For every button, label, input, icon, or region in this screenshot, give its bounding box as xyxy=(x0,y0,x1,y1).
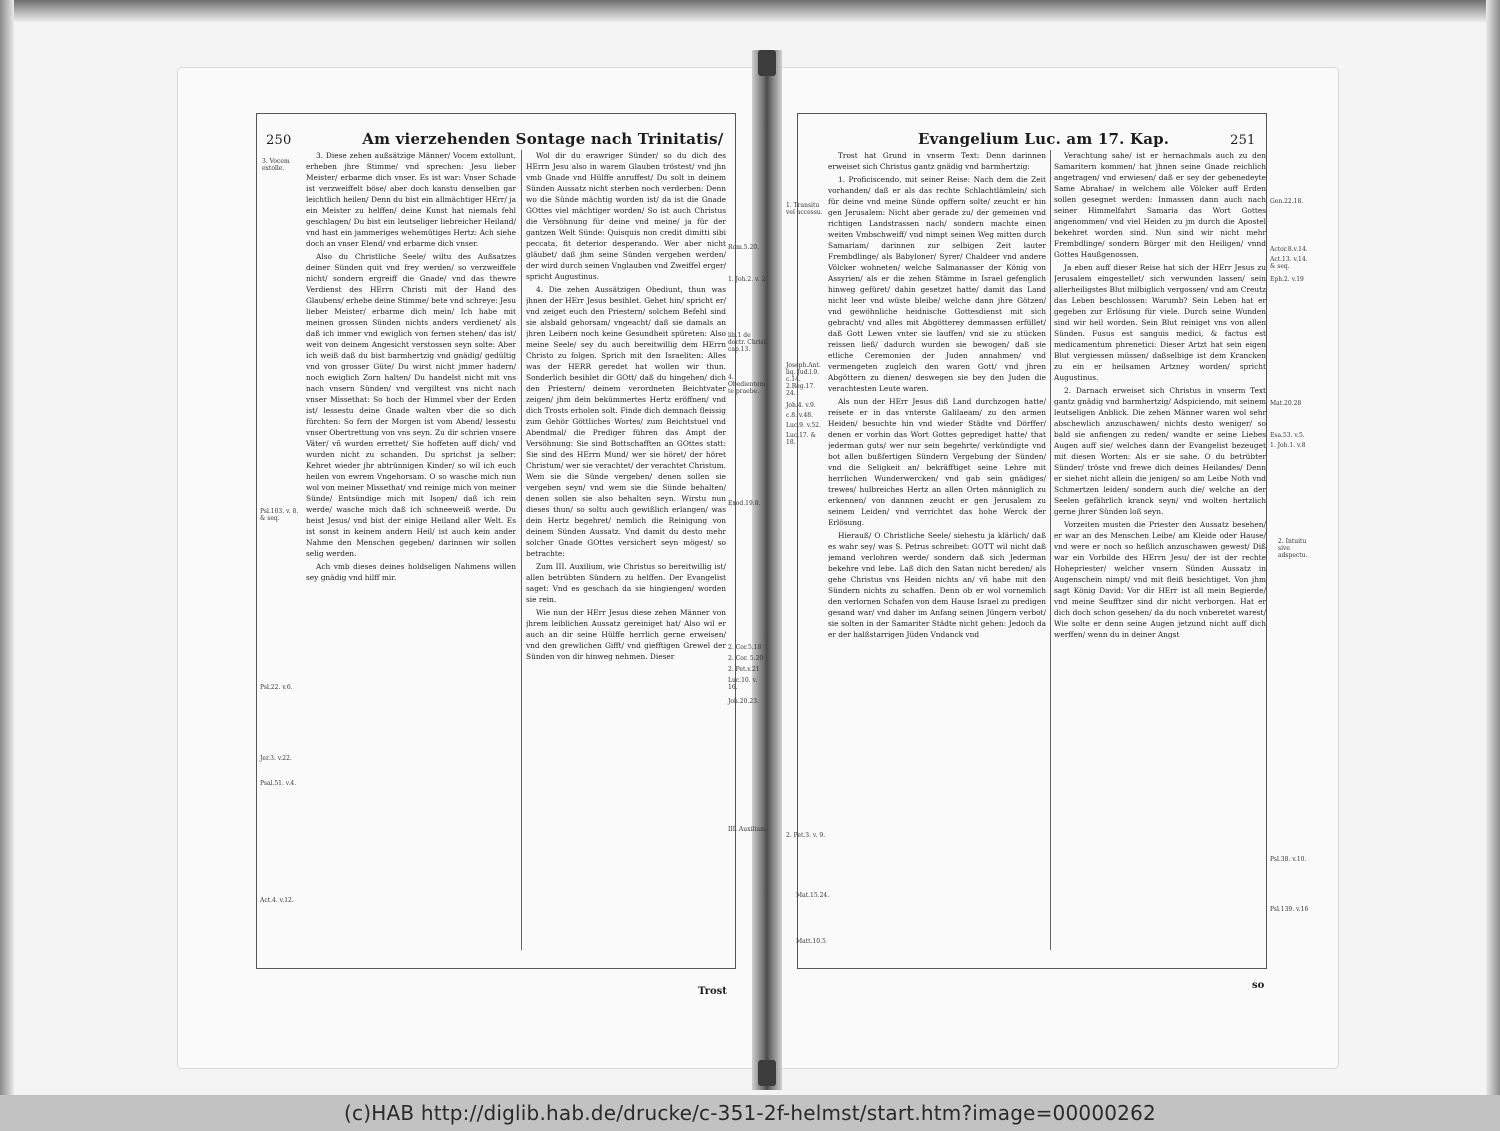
right-page-number: 251 xyxy=(1230,133,1256,148)
source-caption: (c)HAB http://diglib.hab.de/drucke/c-351-2f-helmst/start.htm?image=00000262 xyxy=(344,1101,1156,1125)
margin-note: III. Auxilium. xyxy=(728,826,768,833)
margin-note: 2. Pet.v.21 xyxy=(728,666,760,673)
right-catchword: so xyxy=(1252,980,1265,991)
margin-note: Luc.10. v. 16. xyxy=(728,677,758,691)
margin-note: Rom.5.20. xyxy=(728,244,759,251)
scan-top-edge xyxy=(0,0,1500,22)
margin-note: 1. Transitu vel accessu. xyxy=(786,202,823,216)
scan-left-edge xyxy=(0,0,14,1095)
column-divider xyxy=(521,150,522,950)
paragraph: Verachtung sahe/ ist er hernachmals auch zu den Samaritern kommen/ hat jhnen seine Gnade reichlich angetragen/ vnd erwiesen/ daß er sey der gebenedeyte Same Abrahae/ in welchem alle Völcker auff Erden sollen gesegnet werden: Inmassen dann auch nach seiner Himmelfahrt Samaria das Wort Gottes angenommen/ vnd viel Heiden zu jm durch die Apostel bekehret worden sind. Nun sind wir nicht mehr Frembdlinge/ sondern Bürger mit den Heiligen/ vnnd Gottes Haußgenossen. xyxy=(1054,151,1266,259)
source-caption-bar xyxy=(0,1095,1500,1131)
margin-note: 1. Joh.1. v.8 xyxy=(1270,442,1306,449)
margin-note: 2. Intuitu sive adspectu. xyxy=(1278,538,1308,559)
margin-note: Matt.10.5 xyxy=(796,938,826,945)
margin-note: Esa.53. v.5. xyxy=(1270,432,1305,439)
paragraph: 1. Proficiscendo, mit seiner Reise: Nach dem die Zeit vorhanden/ daß er als das rechte Schlachtlämlein/ sich für deine vnd meine Sünde opffern solte/ zeucht er hin gen Jerusalem: Nicht aber gerade zu/ der gemeinen vnd richtigen Landstrassen nach/ sondern machte einen weiten Vmbschweiff/ vnd nimpt seinen Weg mitten durch Samariam/ darinnen zur selbigen Zeit lauter Frembdlinge/ als Babyloner/ Syrer/ Chaldeer vnd andere Völcker wohneten/ welche Salmanasser der König von Assyrien/ als er die zehen Stämme in Israel gefenglich hinweg gefüret/ dahin gesetzet hatte/ damit das Land nicht leer vnd wüste bleibe/ welche dann jhre Götzen/ vnd gewöhnliche heidnische Gottesdienst mit sich gebracht/ vnd alles mit Abgötterey demmassen erfüllet/ daß Gott Lewen vnter sie lauffen/ vnd sie zu stücken reissen ließ/ dadurch wurden sie bewogen/ daß sie etliche Ceremonien der Juden annahmen/ vnd vermengeten zugleich den waren Gott/ vnd jhren Abgöttern zu dienen/ deswegen sie bey den Juden die verachtesten Leute waren. xyxy=(828,175,1046,393)
paragraph: Wie nun der HErr Jesus diese zehen Männer von jhrem leiblichen Aussatz gereiniget hat/ Also wil er auch an dir seine Hülffe herrlich gerne erweisen/ vnd den grewlichen Gifft/ vnd giefftigen Grewel der Sünden von dir hinweg nehmen. Dieser xyxy=(526,608,726,661)
margin-note: 2. Cor. 5.20 xyxy=(728,655,764,662)
margin-note: Psl.103. v. 8. & seq. xyxy=(260,508,299,522)
paragraph: Als nun der HErr Jesus diß Land durchzogen hatte/ reisete er in das vnterste Galilaeam/ zu den armen Heiden/ besuchte hin vnd wieder Städte vnd Dörffer/ denen er vorhin das Wort Gottes geprediget hatte/ that jederman guts/ wer nur sein begehrte/ verkündigte vnd bot allen bußfertigen Sündern Vergebung der Sünden/ vnd die Seligkeit an/ bekräfftiget seine Lehre mit herrlichen Wunderwercken/ vnd gab sein gnädiges/ trewes/ hulbreiches Hertz an allen Orten männiglich zu erkennen/ von dannnen zeucht er gen Jerusalem zu seinem Leiden/ vnd verrichtet das hohe Werck der Erlösung. xyxy=(828,397,1046,527)
scan-right-edge xyxy=(1486,0,1500,1095)
paragraph: Trost hat Grund in vnserm Text: Denn darinnen erweiset sich Christus gantz gnädig vnd barmhertzig: xyxy=(828,151,1046,171)
paragraph: Ach vmb dieses deines holdseligen Nahmens willen sey gnädig vnd hilff mir. xyxy=(306,562,516,582)
binding-band xyxy=(758,1060,776,1086)
margin-note: 4. Obedientem te praebe. xyxy=(728,374,766,395)
margin-note: Actor.8.v.14. xyxy=(1270,246,1308,253)
left-page-number: 250 xyxy=(266,133,292,148)
column-divider xyxy=(1050,150,1051,950)
paragraph: Zum III. Auxilium, wie Christus so bereitwillig ist/ allen betrübten Sündern zu helffen. Der Evangelist saget: Vnd es geschach da sie hingiengen/ worden sie rein. xyxy=(526,562,726,604)
margin-note: Mat.15.24. xyxy=(796,892,830,899)
book-spread xyxy=(178,50,1338,1090)
margin-note: Eph.2. v.19 xyxy=(1270,276,1304,283)
margin-note: lib.1 de doctr. Christ. cap.13. xyxy=(728,332,768,353)
margin-note: Act.13. v.14. & seq. xyxy=(1270,256,1308,270)
margin-note: 3. Vocem extolle. xyxy=(262,158,290,172)
margin-note: 1. Joh.2. v. 2. xyxy=(728,276,768,283)
right-header-title: Evangelium Luc. am 17. Kap. xyxy=(918,130,1170,148)
margin-note: Psal.51. v.4. xyxy=(260,780,297,787)
margin-note: Psl.22. v.6. xyxy=(260,684,293,691)
left-catchword: Trost xyxy=(698,986,727,997)
right-running-header xyxy=(918,130,1258,148)
margin-note: Psl.38. v.10. xyxy=(1270,856,1307,863)
left-column-2 xyxy=(526,150,726,956)
left-column-1 xyxy=(306,150,516,956)
paragraph: Also du Christliche Seele/ wiltu des Außsatzes deiner Sünden quit vnd frey werden/ so verzweiffele nicht/ sondern ergreiff die Gnade/ vnd das thewre Verdienst des HErrn Christi mit der Hand des Glaubens/ erhebe deine Stimme/ bete vnd schreye: Jesu lieber Meister/ erbarme dich mein/ Ich habe mit meinen grossen Sünden nichts anders verdienet/ als daß ich immer vnd ewiglich von fernen stehen/ das ist/ weit von deinem Angesicht verstossen seyn solte: Aber ich weiß daß du bist barmhertzig vnd gnädig/ gedültig vnd von grosser Güte/ Du wirst nicht jmmer hadern/ noch ewiglich Zorn halten/ Du handelst nicht mit vns nach vnsern Sünden/ vnd vergiltest vns nicht nach vnser Missethat: So hoch der Himmel vber der Erden ist/ lessestu deine Gnade walten vber die so dich fürchten: So fern der Morgen ist vom Abend/ lessestu vnser Obertrettung von vns seyn. Zu dir schrien vnsere Väter/ vñ wurden errettet/ Sie hoffeten auff dich/ vnd wurden nicht zu schanden. Du sprichst ja selber: Kehret wieder jhr abtrünnigen Kinder/ so wil ich euch heilen von ewrem Vngehorsam. O so wasche mich nun wol von meiner Missethat/ vnd reinige mich von meiner Sünde/ Entsündige mich mit Isopen/ daß ich rein werde/ wasche mich daß ich schneeweiß werde. Du heist Jesus/ vnd bist der einige Heiland aller Welt. Es ist sonst in keinem andern Heil/ ist auch kein ander Nahme den Menschen gegeben/ darinnen wir sollen selig werden. xyxy=(306,252,516,558)
margin-note: Luc.17. & 18. xyxy=(786,432,816,446)
paragraph: Wol dir du erawriger Sünder/ so du dich des HErrn Jesu also in warem Glauben tröstest/ vnd jhn vmb Gnade vnd Hülffe anruffest/ Du solt in deinem Sünden Aussatz nicht sterben noch verderben: Denn wo die Sünde mächtig worden ist/ da ist die Gnade GOttes viel mächtiger worden/ So ist auch Christus die Versöhnung für deine vnd meine/ ja für der gantzen Welt Sünde: Quisquis non credit dimitti sibi peccata, fit deterior desperando. Wer aber nicht gläubet/ daß jhm seine Sünden vergeben werden/ der wird durch seinen Vnglauben vnd Zweiffel erger/ spricht Augustinus. xyxy=(526,151,726,281)
margin-note: Exod.19.8. xyxy=(728,500,761,507)
paragraph: 4. Die zehen Aussätzigen Obediunt, thun was jhnen der HErr Jesus besihlet. Gehet hin/ spricht er/ vnd zeiget euch den Priestern/ solchem Befehl sind sie alsbald gehorsam/ vngeacht/ daß sie damals an jhren Leibern noch keine Gesundheit spüreten: Also meine Seele/ sey du auch bereitwillig dem HErrn Christo zu folgen. Sprich mit den Israeliten: Alles was der HERR geredet hat wollen wir thun. Sonderlich besihlet dir GOtt/ daß du hingehen/ dich den Priestern/ deinem verordneten Beichtvater zeigen/ jhm dein bekümmertes Hertz eröffnen/ vnd dich Trosts erholen solt. Finde dich demnach fleissig zum Gehör Göttliches Wortes/ zum Beichtstuel vnd Abendmal/ die Prediger führen das Ampt der Versöhnung: Sie sind Bottschafften an GOttes statt: Sie sind des HErrn Mund/ wer sie höret/ der höret Christum/ wer sie verachtet/ der verachtet Christum. Wem sie die Sünde vergeben/ denen sollen sie vergeben seyn/ vnd wem sie die Sünde behalten/ denen sollen sie also behalten seyn. Wirstu nun dieses thun/ so soltu auch gewißlich erlangen/ was dein Hertz begehret/ nemlich die Reinigung von deinem Sünden Aussatz. Vnd damit du desto mehr solcher Gnade GOttes versichert seyn mögest/ so betrachte: xyxy=(526,285,726,558)
margin-note: 2. Pet.3. v. 9. xyxy=(786,832,826,839)
paragraph: 2. Darnach erweiset sich Christus in vnserm Text gantz gnädig vnd barmhertzig/ Adspiciendo, mit seinem leutseligen Anblick. Die zehen Männer waren wol sehr abschewlich anzuschawen/ nichts desto weniger/ so bald sie anfiengen zu reden/ wandte er seine Liebes Augen auff sie/ welches dann der Evangelist bezeuget mit diesen Worten: Als er sie sahe. O du betrübter Sünder/ tröste vnd frewe dich deines Heilandes/ Denn er siehet nicht allein die jenigen/ so am Leibe Noth vnd Schmertzen leiden/ sondern auch die/ welche an der Seelen gefährlich kranck seyn/ vnd wolten hertzlich gerne jhrer Sünden loß seyn. xyxy=(1054,386,1266,516)
margin-note: Joh.4. v.9. xyxy=(786,402,816,409)
margin-note: Act.4. v.12. xyxy=(260,897,294,904)
paragraph: 3. Diese zehen außsätzige Männer/ Vocem extollunt, erheben jhre Stimme/ vnd sprechen: Jesu lieber Meister/ erbarme dich vnser. Es ist war: Vnser Schade ist verzweiffelt böse/ aber doch kanstu denselben gar leichtlich heilen/ Denn du bist ein allmächtiger HErr/ ja ein Meister zu helffen/ deine Kunst hat niemals fehl geschlagen/ Du bist ein leutseliger liebreicher Heiland/ vnd hast ein jammeriges wehemütiges Hertz: Ach siehe doch an vnser Elend/ vnd erbarme dich vnser. xyxy=(306,151,516,248)
margin-note: Jer.3. v.22. xyxy=(260,755,292,762)
paragraph: Hierauß/ O Christliche Seele/ siehestu ja klärlich/ daß es wahr sey/ was S. Petrus schreibet: GOTT wil nicht daß jemand verlohren werde/ sondern daß sich Jederman bekehre vnd lebe. Laß dich den Satan nicht bereden/ als gehe Christus vns Heiden nichts an/ vñ habe mit den Sündern nichts zu schaffen. Denn ob er wol vornemlich den verlornen Schafen von dem Hause Israel zu predigen gesand war/ vnd daher im Anfang seinen Jüngern verbot/ sie solten in der Samariter Städte nicht gehen: Jedoch da er der halßstarrigen Jüden Vndanck vnd xyxy=(828,531,1046,639)
book-gutter xyxy=(752,50,782,1090)
margin-note: 2. Cor.5.18 xyxy=(728,644,762,651)
margin-note: Luc.9. v.52. xyxy=(786,422,821,429)
margin-note: Joh.20.23. xyxy=(728,698,759,705)
binding-band xyxy=(758,50,776,76)
paragraph: Ja eben auff dieser Reise hat sich der HErr Jesus zu Jerusalem eingestellet/ sich verwunden lassen/ sein allerheiligstes Blut milbiglich vergossen/ vnd am Creutz das Leben beschlossen: Warumb? Sein Leben hat er gegeben zur Erlösung für viele. Durch seine Wunden sind wir heil worden. Sein Blut reiniget vns von allen Sünden. Fusus est sanguis medici, & factus est medicamentum phrenetici: Dieser Artzt hat sein eigen Blut vergiessen müssen/ daßselbige ist dem Krancken zu ein er heilsamen Artzney worden/ spricht Augustinus. xyxy=(1054,263,1266,382)
paragraph: Vorzeiten musten die Priester den Aussatz besehen/ er war an des Menschen Leibe/ am Kleide oder Hause/ vnd were er noch so heßlich anzuschawen gewest/ Diß war ein Vorbilde des HErrn Jesu/ der ist der rechte Hohepriester/ welcher vnsern Sünden Aussatz in Augenschein nimpt/ vnd mit fleiß besichtiget. Von jhm sagt König David: Vor dir HErr ist all mein Begierde/ vnd meine Seufftzer sind dir nicht verborgen. Hat er dich doch schon gesehen/ da du noch vnberetet warest/ Wie solte er denn seine Augen jetzund nicht auff dich werffen/ wenn du in deiner Angst xyxy=(1054,520,1266,639)
right-column-1 xyxy=(828,150,1046,956)
margin-note: c.8. v.48. xyxy=(786,412,814,419)
margin-note: Joseph.Ant. liq. Jud.l.9. c.14. 2.Reg.17. 24. xyxy=(786,362,821,397)
left-header-title: Am vierzehenden Sontage nach Trinitatis/ xyxy=(362,130,724,148)
margin-note: Mat.20.28 xyxy=(1270,400,1302,407)
margin-note: Gen.22.18. xyxy=(1270,198,1304,205)
margin-note: Psl.139. v.16 xyxy=(1270,906,1309,913)
right-column-2 xyxy=(1054,150,1266,956)
left-running-header xyxy=(266,130,736,148)
